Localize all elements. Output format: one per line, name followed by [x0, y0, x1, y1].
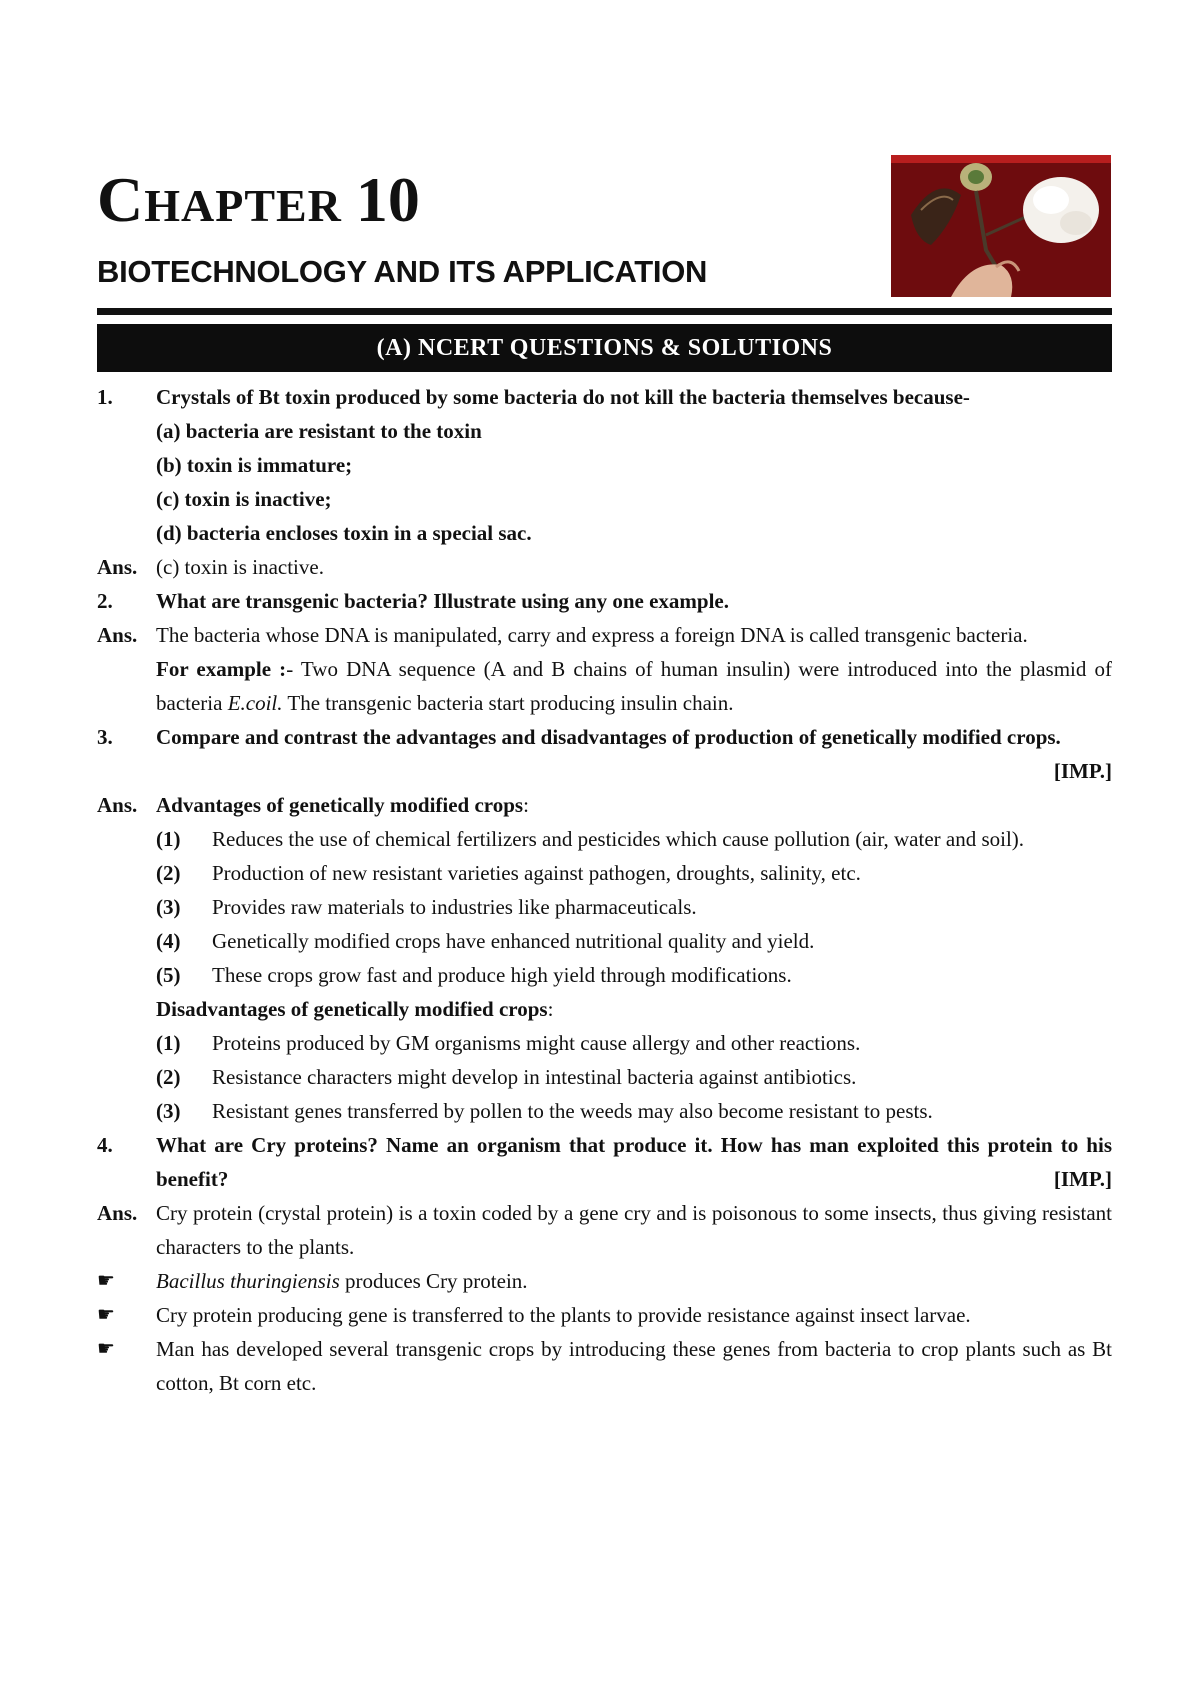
item-number: (5)	[156, 963, 181, 987]
advantages-heading-line	[156, 788, 1112, 822]
list-item	[156, 822, 1112, 856]
chapter-photo	[891, 155, 1111, 297]
question-number: 1.	[97, 385, 113, 409]
question-number: 4.	[97, 1133, 113, 1157]
question-number: 2.	[97, 589, 113, 613]
disadvantages-heading-line	[97, 992, 1112, 1026]
organism-name: Bacillus thuringiensis	[156, 1269, 340, 1293]
example-organism: E.coil.	[227, 691, 283, 715]
bullet-item	[97, 1332, 1112, 1400]
item-text: Resistance characters might develop in intestinal bacteria against antibiotics.	[212, 1065, 857, 1089]
item-number: (2)	[156, 861, 181, 885]
chapter-title: BIOTECHNOLOGY AND ITS APPLICATION	[97, 254, 708, 289]
answer-text: (c) toxin is inactive.	[156, 555, 324, 579]
list-item	[156, 1094, 1112, 1128]
heading-colon: :	[523, 793, 529, 817]
heading-divider	[97, 308, 1112, 315]
list-item	[156, 958, 1112, 992]
list-item	[156, 924, 1112, 958]
answer-text: The bacteria whose DNA is manipulated, carry and express a foreign DNA is called transgenic bacteria.	[156, 623, 1028, 647]
item-number: (1)	[156, 1031, 181, 1055]
item-text: Genetically modified crops have enhanced nutritional quality and yield.	[212, 929, 815, 953]
option-d: (d) bacteria encloses toxin in a special sac.	[156, 521, 532, 545]
option-a: (a) bacteria are resistant to the toxin	[156, 419, 482, 443]
question-text: Compare and contrast the advantages and disadvantages of production of genetically modified crops.	[156, 725, 1061, 749]
section-banner: (A) NCERT QUESTIONS & SOLUTIONS	[97, 324, 1112, 372]
advantages-heading: Advantages of genetically modified crops	[156, 793, 524, 817]
question-text: What are transgenic bacteria? Illustrate using any one example.	[156, 589, 729, 613]
disadvantages-list	[97, 1026, 1112, 1128]
answer-text: Cry protein (crystal protein) is a toxin coded by a gene cry and is poisonous to some insects, thus giving resistant characters to the plants.	[156, 1201, 1112, 1259]
answer-4	[97, 1196, 1112, 1264]
item-text: Production of new resistant varieties against pathogen, droughts, salinity, etc.	[212, 861, 861, 885]
bullet-text: Cry protein producing gene is transferred to the plants to provide resistance against insect larvae.	[156, 1303, 971, 1327]
bullet-item	[97, 1298, 1112, 1332]
imp-tag: [IMP.]	[1053, 1167, 1112, 1191]
item-text: These crops grow fast and produce high yield through modifications.	[212, 963, 792, 987]
item-number: (1)	[156, 827, 181, 851]
bullet-text	[156, 1264, 1112, 1298]
answer-label: Ans.	[97, 793, 138, 817]
item-number: (4)	[156, 929, 181, 953]
list-item	[156, 856, 1112, 890]
question-4	[97, 1128, 1112, 1196]
list-item	[156, 1060, 1112, 1094]
imp-tag: [IMP.]	[1053, 759, 1112, 783]
cotton-boll-illustration	[891, 155, 1111, 297]
question-text: What are Cry proteins? Name an organism that produce it. How has man exploited this protein to his benefit?	[156, 1133, 1112, 1191]
example-label: For example :	[156, 657, 287, 681]
list-item	[156, 1026, 1112, 1060]
chapter-word	[97, 164, 342, 235]
bullet-text: Man has developed several transgenic crops by introducing these genes from bacteria to crop plants such as Bt cotton, Bt corn etc.	[156, 1337, 1112, 1395]
advantages-list	[97, 822, 1112, 992]
item-number: (2)	[156, 1065, 181, 1089]
answer-label: Ans.	[97, 1201, 138, 1225]
bullet-item	[97, 1264, 1112, 1298]
question-1	[97, 380, 1112, 414]
option-c: (c) toxin is inactive;	[156, 487, 332, 511]
answer-label: Ans.	[97, 623, 138, 647]
pointing-hand-icon: ☛	[97, 1338, 115, 1360]
heading-colon: :	[547, 997, 554, 1021]
example-text-end: The transgenic bacteria start producing insulin chain.	[282, 691, 734, 715]
question-2	[97, 584, 1112, 618]
question-text: Crystals of Bt toxin produced by some bacteria do not kill the bacteria themselves because-	[156, 385, 970, 409]
chapter-number: 10	[355, 164, 420, 235]
chapter-word-cap: C	[97, 164, 145, 235]
question-text-wrap	[156, 720, 1112, 788]
option-b: (b) toxin is immature;	[156, 453, 353, 477]
chapter-word-rest: HAPTER	[144, 180, 342, 231]
item-text: Resistant genes transferred by pollen to the weeds may also become resistant to pests.	[212, 1099, 933, 1123]
answer-1	[97, 550, 1112, 584]
question-number: 3.	[97, 725, 113, 749]
item-text: Reduces the use of chemical fertilizers and pesticides which cause pollution (air, water and soil).	[212, 827, 1025, 851]
question-3	[97, 720, 1112, 788]
answer-2	[97, 618, 1112, 652]
pointing-hand-icon: ☛	[97, 1270, 115, 1292]
item-text: Proteins produced by GM organisms might cause allergy and other reactions.	[212, 1031, 861, 1055]
item-number: (3)	[156, 1099, 181, 1123]
pointing-hand-icon: ☛	[97, 1304, 115, 1326]
example-text: - Two DNA sequence (A and B chains of human insulin) were introduced into the plasmid of bacteria	[156, 657, 1112, 715]
content-body	[97, 380, 1112, 1400]
bullet-text-rest: produces Cry protein.	[339, 1269, 528, 1293]
list-item	[156, 890, 1112, 924]
disadvantages-heading: Disadvantages of genetically modified crops	[156, 997, 548, 1021]
answer-label: Ans.	[97, 555, 138, 579]
item-number: (3)	[156, 895, 181, 919]
item-text: Provides raw materials to industries like pharmaceuticals.	[212, 895, 697, 919]
answer-3	[97, 788, 1112, 822]
question-text-wrap	[156, 1128, 1112, 1196]
chapter-heading	[97, 164, 420, 235]
example-paragraph	[97, 652, 1112, 720]
